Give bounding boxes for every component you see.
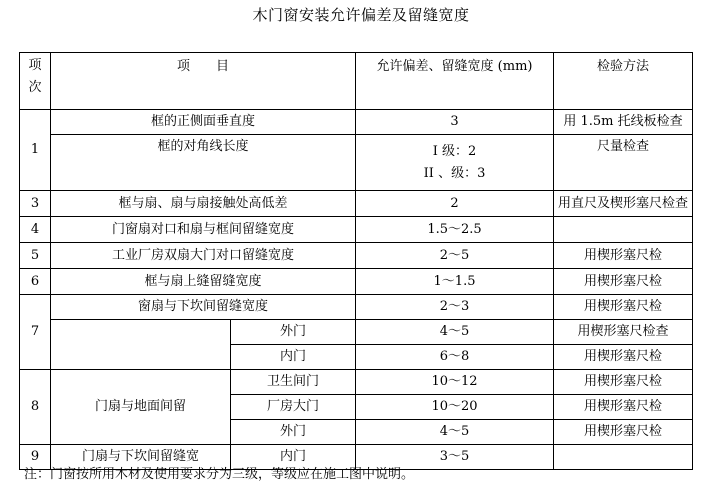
header-index	[20, 53, 51, 110]
row-method: 用楔形塞尺检	[554, 345, 693, 370]
row-method	[554, 217, 693, 243]
row-index: 8	[20, 370, 51, 445]
row-item-blank	[51, 320, 231, 370]
row-value: 6～8	[356, 345, 554, 370]
row-sub-item: 厂房大门	[231, 395, 356, 420]
row-index: 4	[20, 217, 51, 243]
table-row	[20, 217, 693, 243]
row-sub-item: 内门	[231, 345, 356, 370]
row-sub-item: 内门	[231, 445, 356, 470]
row-value: 1.5～2.5	[356, 217, 554, 243]
row-method: 用楔形塞尺检	[554, 395, 693, 420]
row-index: 5	[20, 243, 51, 269]
row-method: 尺量检查	[554, 135, 693, 191]
row-value: 1～1.5	[356, 269, 554, 295]
row-index: 7	[20, 295, 51, 370]
row-value: 2～3	[356, 295, 554, 320]
row-item: 门扇与下坎间留缝宽	[51, 445, 231, 470]
row-value-line1: I 级：2	[432, 143, 477, 159]
table-row	[20, 135, 693, 191]
table-row	[20, 320, 693, 345]
table-row	[20, 295, 693, 320]
row-index: 9	[20, 445, 51, 470]
header-item: 项 目	[51, 53, 356, 110]
row-method: 用楔形塞尺检	[554, 269, 693, 295]
row-index: 1	[20, 110, 51, 191]
row-value: 3～5	[356, 445, 554, 470]
header-row	[20, 53, 693, 110]
row-method: 用楔形塞尺检	[554, 295, 693, 320]
table-row	[20, 110, 693, 135]
row-item: 框与扇、扇与扇接触处高低差	[51, 191, 356, 217]
row-value: 2	[356, 191, 554, 217]
row-method: 用楔形塞尺检	[554, 243, 693, 269]
row-sub-item: 卫生间门	[231, 370, 356, 395]
table-row	[20, 191, 693, 217]
table-title: 木门窗安装允许偏差及留缝宽度	[252, 6, 470, 24]
header-index-line2: 次	[28, 80, 42, 95]
footnote: 注：门窗按所用木材及使用要求分为三级，等级应在施工图中说明。	[24, 467, 415, 482]
row-method: 用楔形塞尺检	[554, 420, 693, 445]
header-tolerance: 允许偏差、留缝宽度 (mm)	[356, 53, 554, 110]
row-value: 10～12	[356, 370, 554, 395]
row-index: 3	[20, 191, 51, 217]
row-value	[356, 135, 554, 191]
table-row	[20, 243, 693, 269]
row-value: 4～5	[356, 420, 554, 445]
row-item: 框与扇上缝留缝宽度	[51, 269, 356, 295]
row-method: 用 1.5m 托线板检查	[554, 110, 693, 135]
row-value-line2: II 、级：3	[423, 165, 486, 181]
table-row	[20, 269, 693, 295]
row-sub-item: 外门	[231, 320, 356, 345]
row-value: 4～5	[356, 320, 554, 345]
table-row	[20, 370, 693, 395]
tolerance-table	[19, 52, 693, 470]
row-value: 10～20	[356, 395, 554, 420]
row-method	[554, 445, 693, 470]
row-method: 用楔形塞尺检查	[554, 320, 693, 345]
row-item: 工业厂房双扇大门对口留缝宽度	[51, 243, 356, 269]
header-method: 检验方法	[554, 53, 693, 110]
row-method: 用楔形塞尺检	[554, 370, 693, 395]
row-value: 2～5	[356, 243, 554, 269]
row-item: 框的对角线长度	[51, 135, 356, 191]
row-item: 门扇与地面间留	[51, 370, 231, 445]
header-index-line1: 项	[28, 58, 42, 73]
row-method: 用直尺及楔形塞尺检查	[554, 191, 693, 217]
row-sub-item: 外门	[231, 420, 356, 445]
row-value: 3	[356, 110, 554, 135]
row-item: 窗扇与下坎间留缝宽度	[51, 295, 356, 320]
row-item: 门窗扇对口和扇与框间留缝宽度	[51, 217, 356, 243]
row-index: 6	[20, 269, 51, 295]
row-item: 框的正侧面垂直度	[51, 110, 356, 135]
